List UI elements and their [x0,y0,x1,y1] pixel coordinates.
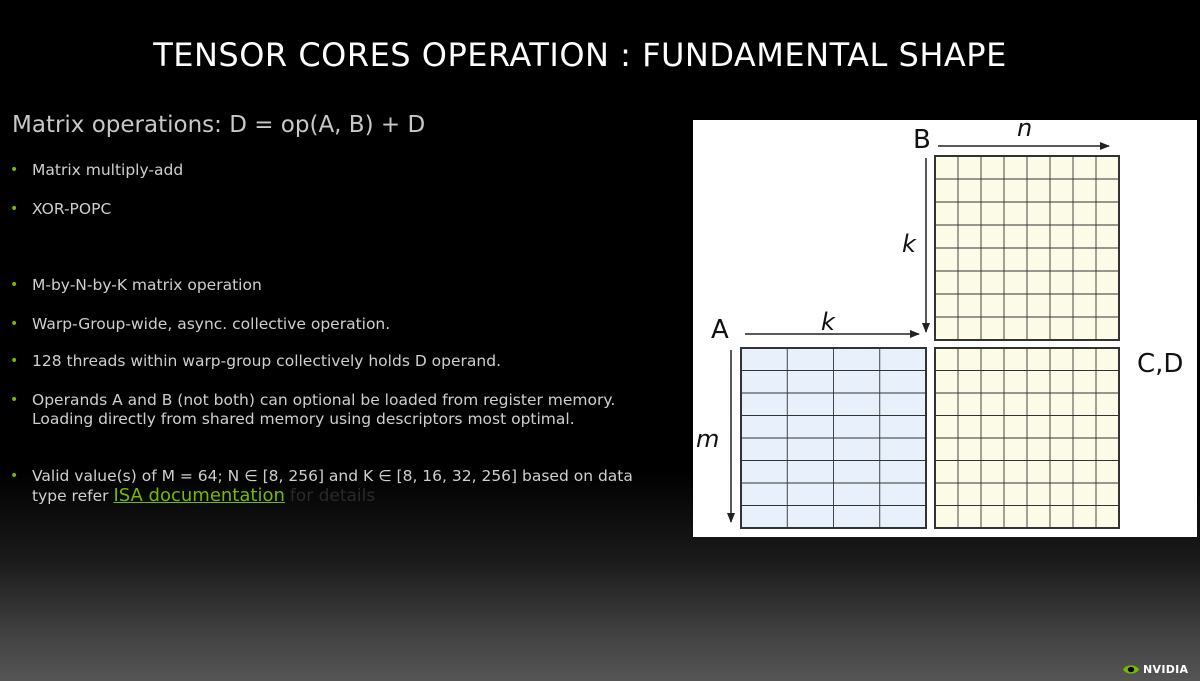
bullet-text: XOR-POPC [32,200,112,218]
slide-title: TENSOR CORES OPERATION : FUNDAMENTAL SHAPE [153,36,1007,74]
bullet-dot: • [10,316,19,332]
nvidia-logo [1122,661,1188,677]
bullet-text: Operands A and B (not both) can optional be loaded from register memory. Loading directly from shared memory using descriptors most optimal. [32,391,616,428]
bullet-128-threads [10,352,640,371]
bullet-dot: • [10,162,19,178]
isa-documentation-link[interactable]: ISA documentation [113,485,285,506]
bullet-text: 128 threads within warp-group collectively holds D operand. [32,352,501,370]
bullet-dot: • [10,277,19,293]
nvidia-logo-text: NVIDIA [1143,662,1189,676]
label-cd: C,D [1137,349,1184,379]
bullet-valid-values [10,467,640,506]
label-k-horizontal: k [821,308,835,336]
bullet-text: M-by-N-by-K matrix operation [32,276,262,294]
label-a: A [711,315,729,345]
bullet-xor-popc [10,200,640,219]
label-n: n [1017,120,1033,142]
bullet-mnk [10,276,640,295]
bullet-multiply-add [10,161,640,180]
bullet-text: Matrix multiply-add [32,161,184,179]
bullet-dot: • [10,353,19,369]
bullet-warp-group [10,315,640,334]
for-details-text: for details [289,486,376,506]
bullet-text: Warp-Group-wide, async. collective operation. [32,315,391,333]
valid-values-text: Valid value(s) of M = 64; N ∈ [8, 256] and K ∈ [8, 16, 32, 256] based on data type refer [32,467,633,505]
label-m: m [696,425,720,453]
bullet-dot: • [10,201,19,217]
label-b: B [913,125,931,155]
nvidia-eye-icon [1122,663,1140,676]
bullet-dot: • [10,468,19,484]
subheading: Matrix operations: D = op(A, B) + D [12,112,426,138]
bullet-operands [10,391,640,429]
bullet-dot: • [10,392,19,408]
matrix-shape-diagram [693,120,1197,537]
label-k-vertical: k [902,230,916,258]
